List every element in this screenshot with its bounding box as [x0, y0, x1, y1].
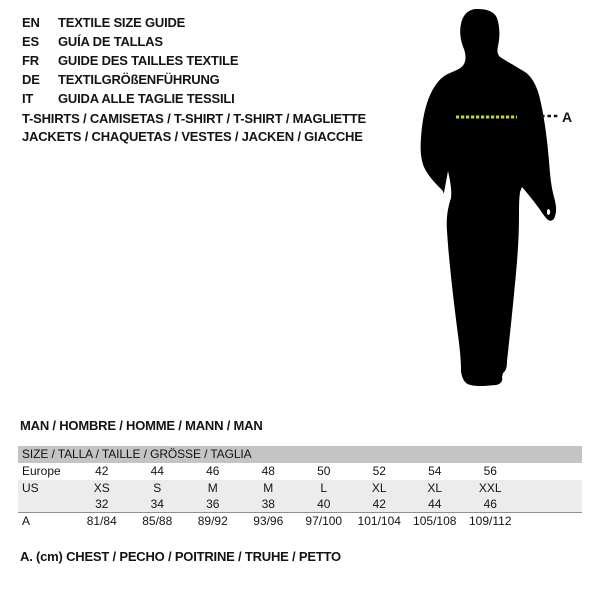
size-value: 105/108 — [413, 514, 457, 528]
body-silhouette — [421, 9, 556, 386]
size-value: 46 — [206, 464, 220, 478]
row-filler — [518, 480, 582, 496]
language-title: GUÍA DE TALLAS — [58, 34, 163, 49]
thumb-notch — [547, 209, 550, 215]
size-value: XL — [427, 481, 443, 495]
row-filler — [518, 513, 582, 530]
size-value: 50 — [317, 464, 331, 478]
size-value: 44 — [428, 497, 442, 511]
size-table — [18, 446, 582, 530]
size-value: 109/112 — [469, 514, 512, 528]
size-value: 101/104 — [357, 514, 401, 528]
language-title: TEXTILE SIZE GUIDE — [58, 15, 186, 30]
man-silhouette-figure — [400, 0, 600, 400]
size-value: 85/88 — [142, 514, 173, 528]
row-label: US — [22, 481, 39, 495]
size-value: 46 — [483, 497, 497, 511]
row-label: Europe — [22, 464, 61, 478]
table-row-europe — [18, 463, 582, 480]
language-row-es — [22, 32, 238, 51]
language-code: FR — [22, 53, 39, 68]
language-code: IT — [22, 91, 34, 106]
size-value: 97/100 — [305, 514, 343, 528]
language-code: EN — [22, 15, 40, 30]
language-title: TEXTILGRÖßENFÜHRUNG — [58, 72, 220, 87]
language-row-de — [22, 70, 238, 89]
size-value: 52 — [372, 464, 386, 478]
size-value: 32 — [95, 497, 109, 511]
size-value: 56 — [483, 464, 497, 478]
size-value: 89/92 — [197, 514, 228, 528]
size-value: M — [207, 481, 218, 495]
size-value: 42 — [95, 464, 109, 478]
row-label — [18, 496, 74, 512]
table-row-numeric — [18, 496, 582, 512]
size-value: 54 — [428, 464, 442, 478]
language-code: ES — [22, 34, 39, 49]
category-tshirts: T-SHIRTS / CAMISETAS / T-SHIRT / T-SHIRT / MAGLIETTE — [22, 111, 366, 126]
size-value: 38 — [261, 497, 275, 511]
language-list — [22, 13, 238, 108]
size-value: L — [320, 481, 328, 495]
size-table-header: SIZE / TALLA / TAILLE / GRÖSSE / TAGLIA — [18, 446, 582, 463]
size-value: M — [263, 481, 274, 495]
size-value: 42 — [372, 497, 386, 511]
garment-categories — [22, 110, 366, 146]
language-row-en — [22, 13, 238, 32]
chest-footnote: A. (cm) CHEST / PECHO / POITRINE / TRUHE / PETTO — [20, 549, 341, 564]
row-filler — [518, 463, 582, 480]
category-jackets: JACKETS / CHAQUETAS / VESTES / JACKEN / GIACCHE — [22, 129, 363, 144]
section-title-man: MAN / HOMBRE / HOMME / MANN / MAN — [20, 418, 263, 433]
size-value: XL — [371, 481, 387, 495]
size-value: 40 — [317, 497, 331, 511]
size-value: 48 — [261, 464, 275, 478]
row-filler — [518, 496, 582, 512]
size-value: XXL — [478, 481, 502, 495]
table-row-chest — [18, 512, 582, 530]
language-title: GUIDE DES TAILLES TEXTILE — [58, 53, 239, 68]
size-value: 34 — [150, 497, 164, 511]
size-value: 44 — [150, 464, 164, 478]
language-row-fr — [22, 51, 238, 70]
size-value: 36 — [206, 497, 220, 511]
size-value: 81/84 — [86, 514, 117, 528]
size-value: XS — [93, 481, 110, 495]
language-row-it — [22, 89, 238, 108]
size-value: 93/96 — [253, 514, 284, 528]
row-label: A — [22, 514, 31, 528]
language-code: DE — [22, 72, 40, 87]
measurement-label-a: A — [562, 109, 573, 125]
language-title: GUIDA ALLE TAGLIE TESSILI — [58, 91, 235, 106]
table-row-us — [18, 480, 582, 496]
size-value: S — [153, 481, 162, 495]
